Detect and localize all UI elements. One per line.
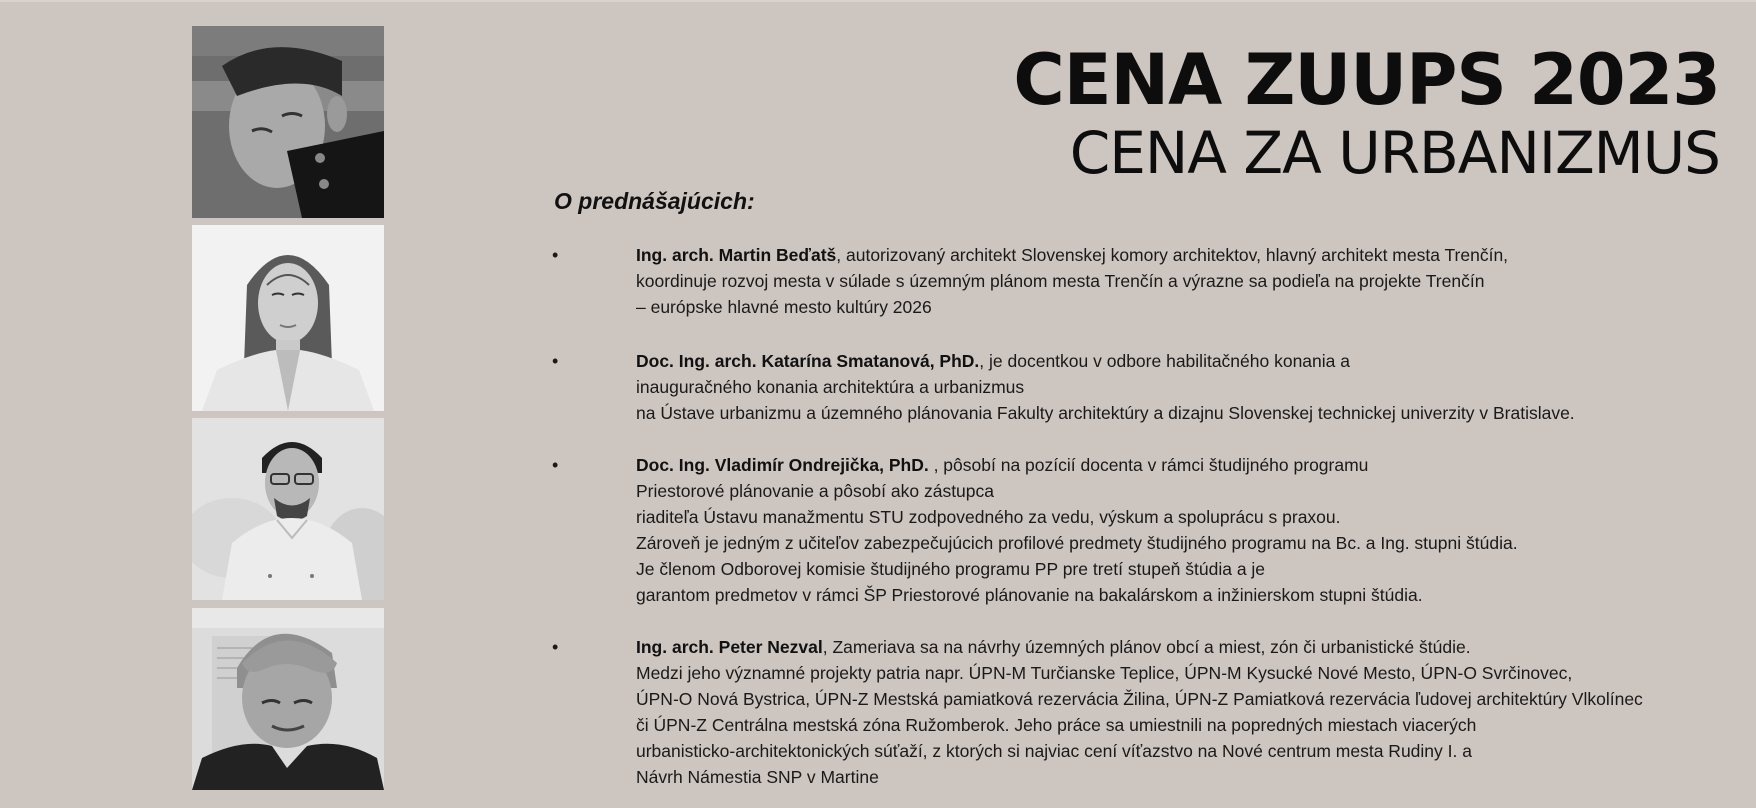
speaker-line: garantom predmetov v rámci ŠP Priestorové plánovanie na bakalárskom a inžinierskom stupni štúdia.	[636, 585, 1423, 605]
speaker-first-line	[636, 452, 1518, 478]
speaker-line: Zároveň je jedným z učiteľov zabezpečujúcich profilové predmety študijného programu na Bc. a Ing. stupni štúdia.	[636, 533, 1518, 553]
speaker-photo-2	[192, 225, 384, 411]
poster-subtitle: CENA ZA URBANIZMUS	[1069, 119, 1720, 187]
speaker-line: ÚPN-O Nová Bystrica, ÚPN-Z Mestská pamiatková rezervácia Žilina, ÚPN-Z Pamiatková rezervácia ľudovej architektúry Vlkolínec	[636, 689, 1643, 709]
speaker-line: Priestorové plánovanie a pôsobí ako zástupca	[636, 481, 995, 501]
speaker-description	[636, 242, 1508, 320]
speaker-line: – európske hlavné mesto kultúry 2026	[636, 297, 932, 317]
speaker-line: Medzi jeho významné projekty patria napr. ÚPN-M Turčianske Teplice, ÚPN-M Kysucké Nové Mesto, ÚPN-O Svrčinovec,	[636, 663, 1573, 683]
speaker-description	[636, 348, 1575, 426]
speaker-name: Doc. Ing. Vladimír Ondrejička, PhD.	[636, 455, 929, 475]
speaker-description	[636, 452, 1518, 608]
speaker-photo-1	[192, 26, 384, 218]
speaker-first-line-text: , Zameriava sa na návrhy územných plánov obcí a miest, zón či urbanistické štúdie.	[822, 637, 1471, 657]
bullet-icon: •	[552, 245, 559, 265]
speaker-line: inauguračného konania architektúra a urbanizmus	[636, 377, 1025, 397]
speaker-first-line	[636, 634, 1643, 660]
speaker-photo-4	[192, 608, 384, 790]
speaker-line: urbanisticko-architektonických súťaží, z ktorých si najviac cení víťazstvo na Nové centrum mesta Rudiny I. a	[636, 741, 1472, 761]
speaker-first-line-text: , pôsobí na pozícií docenta v rámci študijného programu	[928, 455, 1369, 475]
speaker-name: Ing. arch. Peter Nezval	[636, 637, 823, 657]
speaker-first-line	[636, 242, 1508, 268]
speaker-line: riaditeľa Ústavu manažmentu STU zodpovedného za vedu, výskum a spoluprácu s praxou.	[636, 507, 1341, 527]
poster-title: CENA ZUUPS 2023	[1013, 39, 1720, 121]
section-heading: O prednášajúcich:	[554, 188, 755, 214]
speaker-description	[636, 634, 1643, 790]
speaker-photo-3	[192, 418, 384, 600]
speaker-name: Ing. arch. Martin Beďatš	[636, 245, 837, 265]
speaker-line: koordinuje rozvoj mesta v súlade s územným plánom mesta Trenčín a výrazne sa podieľa na projekte Trenčín	[636, 271, 1485, 291]
speaker-first-line-text: , je docentkou v odbore habilitačného konania a	[979, 351, 1350, 371]
speaker-line: Je členom Odborovej komisie študijného programu PP pre tretí stupeň štúdia a je	[636, 559, 1266, 579]
speaker-name: Doc. Ing. arch. Katarína Smatanová, PhD.	[636, 351, 980, 371]
speaker-line: Návrh Námestia SNP v Martine	[636, 767, 879, 787]
bullet-icon: •	[552, 351, 559, 371]
bullet-icon: •	[552, 455, 559, 475]
bullet-icon: •	[552, 637, 559, 657]
speaker-line: na Ústave urbanizmu a územného plánovania Fakulty architektúry a dizajnu Slovenskej technickej univerzity v Bratislave.	[636, 403, 1575, 423]
speaker-first-line-text: , autorizovaný architekt Slovenskej komory architektov, hlavný architekt mesta Trenčín,	[836, 245, 1509, 265]
speaker-first-line	[636, 348, 1575, 374]
speaker-line: či ÚPN-Z Centrálna mestská zóna Ružomberok. Jeho práce sa umiestnili na popredných miestach viacerých	[636, 715, 1477, 735]
